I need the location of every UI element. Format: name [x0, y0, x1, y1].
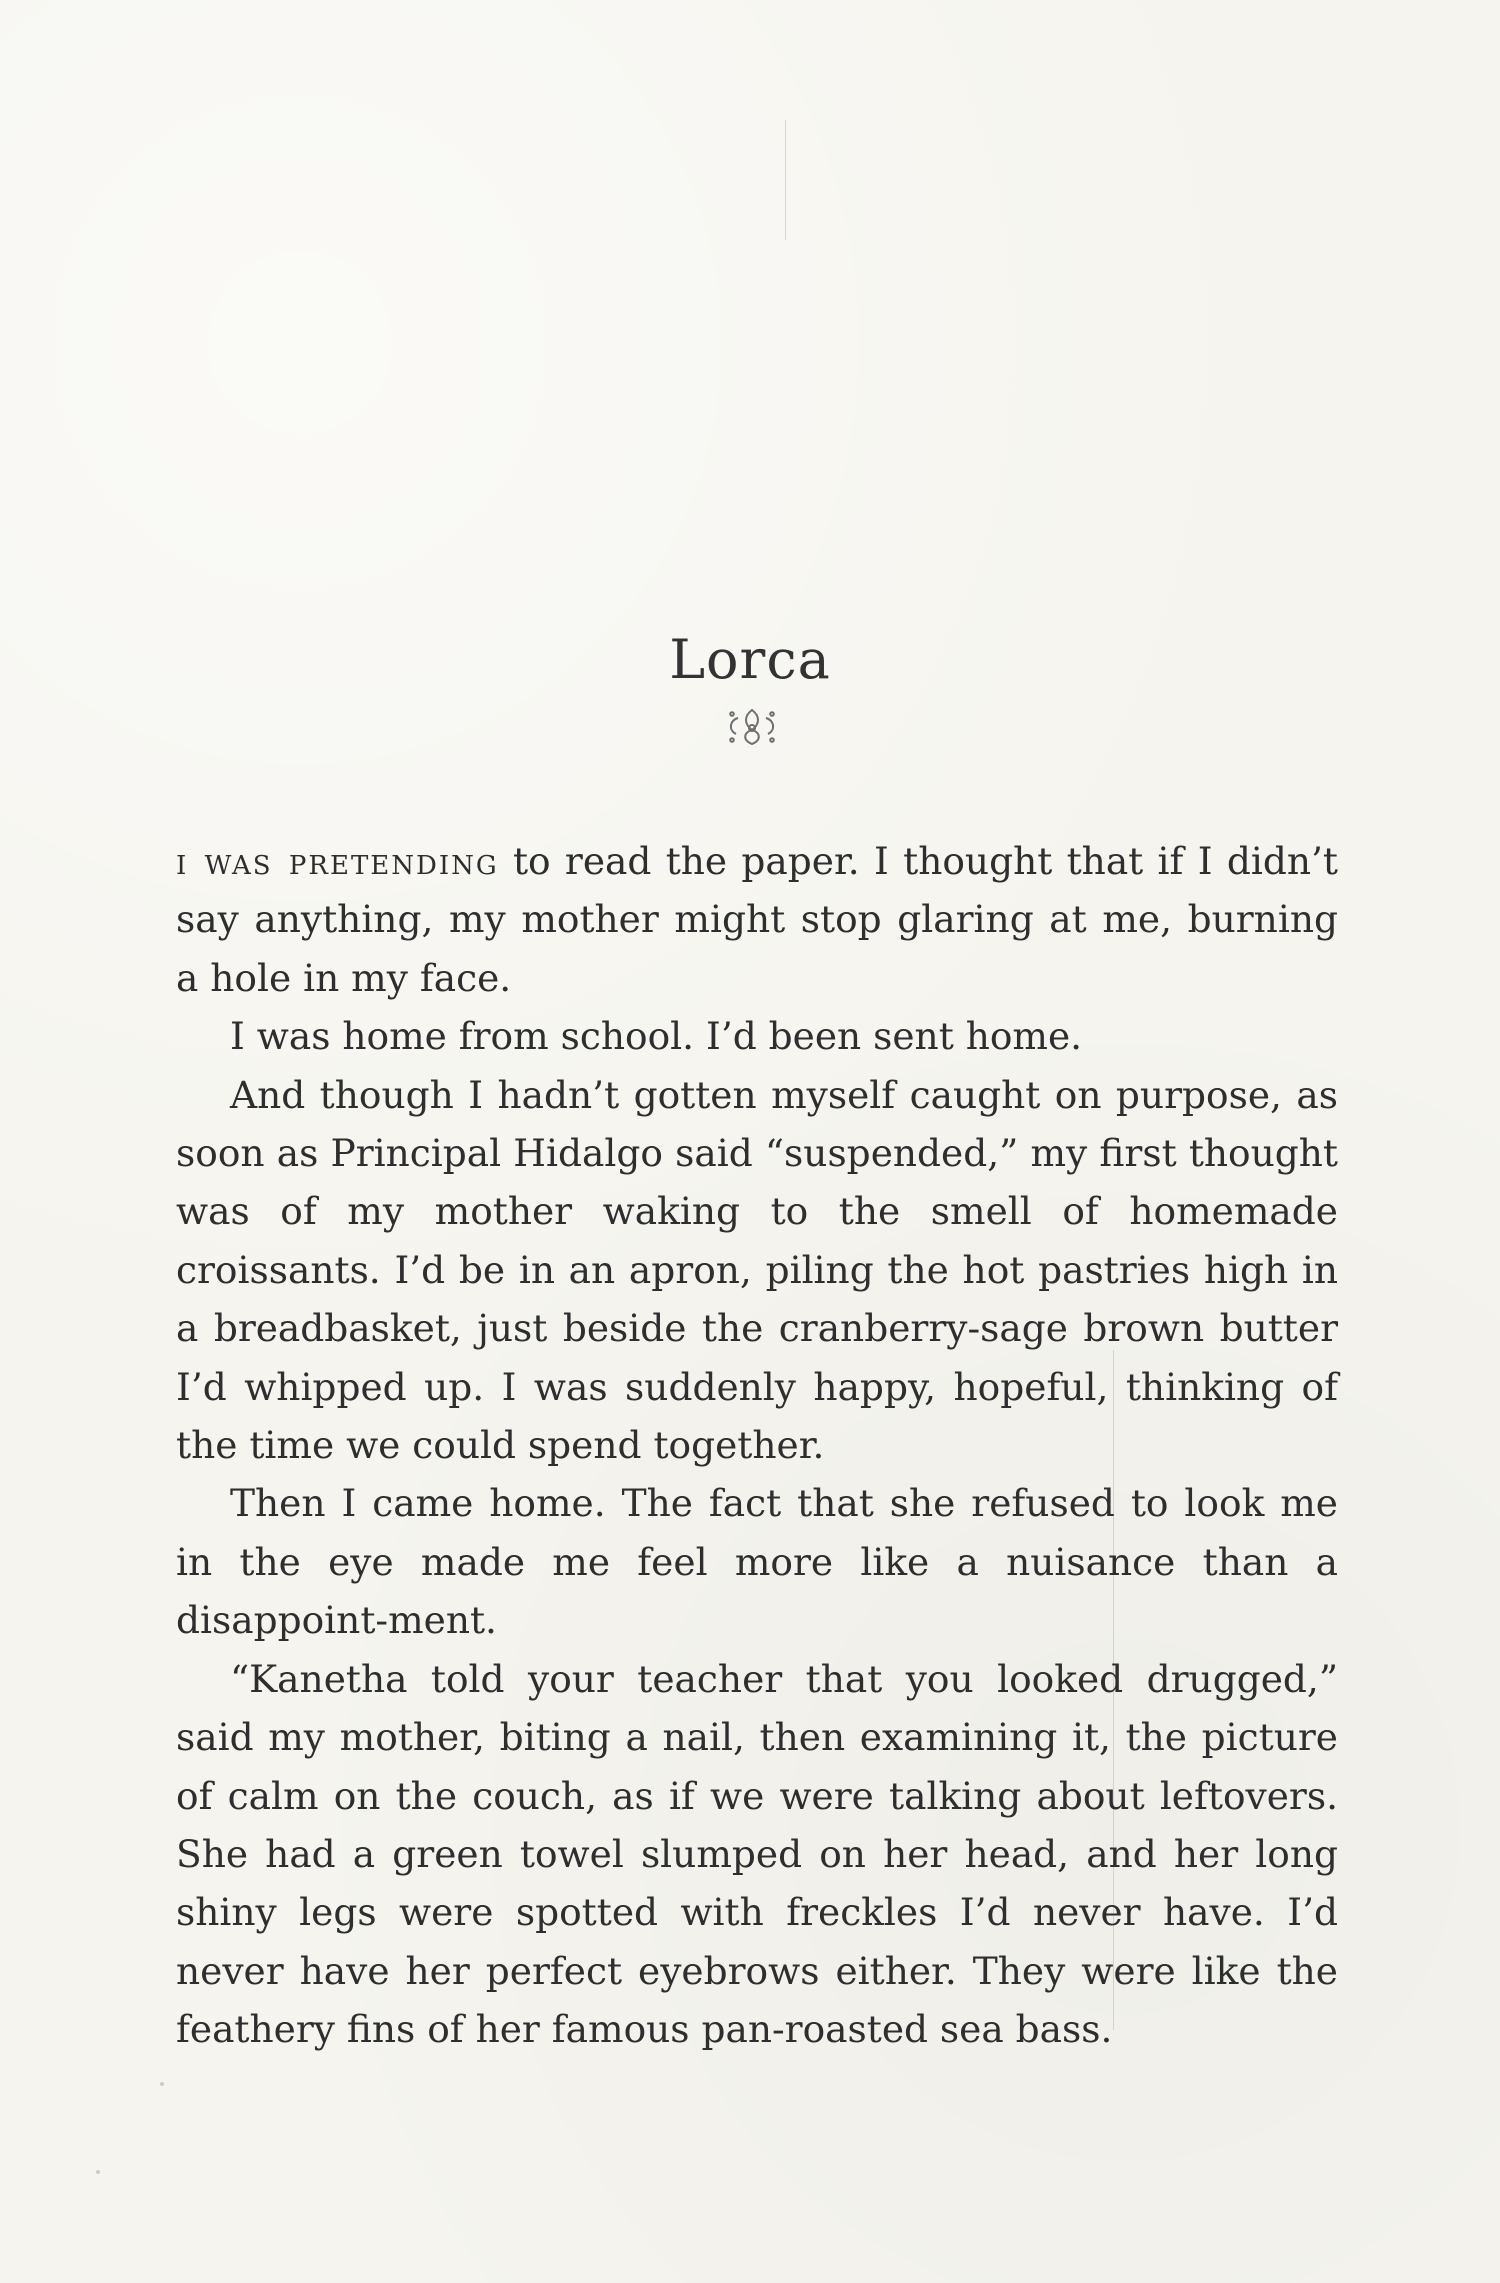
paper-speck — [96, 2170, 100, 2174]
paragraph-5: “Kanetha told your teacher that you looked drugged,” said my mother, biting a nail, then examining it, the picture of calm on the couch, as if we were talking about leftovers. She had a green towel slumped on her head, and her long shiny legs were spotted with freckles I’d never have. I’d never have her perfect eyebrows either. They were like the feathery fins of her famous pan-roasted sea bass. — [176, 1656, 1338, 2052]
opening-smallcaps: i was pretending — [176, 839, 499, 883]
chapter-title: Lorca — [669, 628, 831, 692]
paragraph-1-text: to read the paper. I thought that if I didn’t say anything, my mother might stop glaring at me, burning a hole in my face. — [176, 839, 1338, 1000]
floral-ornament-icon — [720, 702, 784, 750]
paper-speck — [160, 2082, 164, 2086]
page-crease — [785, 120, 786, 240]
chapter-body — [176, 832, 1338, 2059]
paragraph-4: Then I came home. The fact that she refused to look me in the eye made me feel more like a nuisance than a disappoint-ment. — [176, 1481, 1338, 1643]
paragraph-3: And though I hadn’t gotten myself caught on purpose, as soon as Principal Hidalgo said “suspended,” my first thought was of my mother waking to the smell of homemade croissants. I’d be in an apron, piling the hot pastries high in a breadbasket, just beside the cranberry-sage brown butter I’d whipped up. I was suddenly happy, hopeful, thinking of the time we could spend together. — [176, 1072, 1338, 1468]
paragraph-2: I was home from school. I’d been sent home. — [230, 1014, 1083, 1059]
paragraph-1 — [176, 832, 1338, 1007]
